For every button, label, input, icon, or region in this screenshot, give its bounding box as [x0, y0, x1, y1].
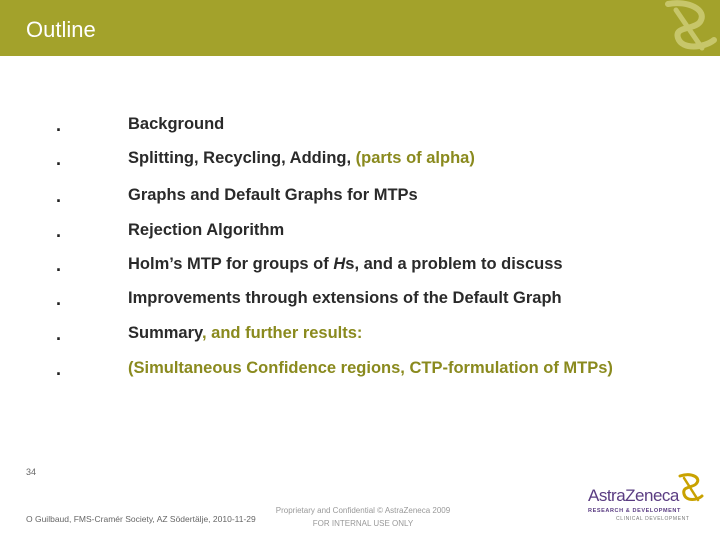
bullet-marker: . — [56, 324, 62, 344]
logo-subtitle-clinical: CLINICAL DEVELOPMENT — [616, 516, 690, 522]
outline-item-confidence — [56, 359, 696, 383]
confidentiality-footer — [274, 504, 452, 530]
bullet-marker: . — [56, 115, 62, 135]
page-number: 34 — [26, 467, 37, 477]
outline-item-text: Background — [128, 115, 225, 133]
astrazeneca-logo — [586, 472, 706, 528]
bullet-marker: . — [56, 186, 62, 206]
confidential-line: Proprietary and Confidential © AstraZeneca 2009 — [275, 506, 451, 515]
author-footer: O Guilbaud, FMS-Cramér Society, AZ Södertälje, 2010-11-29 — [26, 514, 256, 524]
logo-wordmark: AstraZeneca — [588, 486, 679, 505]
outline-item-graphs — [56, 186, 696, 210]
header-bar — [0, 0, 720, 56]
outline-item-text: Summary, and further results: — [128, 324, 363, 342]
astrazeneca-mark-icon — [648, 0, 720, 56]
outline-item-splitting — [56, 149, 696, 173]
bullet-marker: . — [56, 359, 62, 379]
outline-item-text: (Simultaneous Confidence regions, CTP-formulation of MTPs) — [128, 359, 613, 377]
outline-item-text: Holm’s MTP for groups of Hs, and a problem to discuss — [128, 255, 563, 273]
logo-swirl-icon — [674, 472, 704, 504]
page-title: Outline — [26, 17, 96, 42]
outline-item-text: Rejection Algorithm — [128, 221, 285, 239]
outline-item-text: Splitting, Recycling, Adding, (parts of alpha) — [128, 149, 475, 167]
outline-item-improvements — [56, 289, 696, 313]
outline-item-text: Graphs and Default Graphs for MTPs — [128, 186, 418, 204]
outline-item-text: Improvements through extensions of the Default Graph — [128, 289, 562, 307]
bullet-marker: . — [56, 221, 62, 241]
outline-item-background — [56, 115, 696, 139]
bullet-marker: . — [56, 289, 62, 309]
bullet-marker: . — [56, 149, 62, 169]
bullet-marker: . — [56, 255, 62, 275]
outline-item-rejection — [56, 221, 696, 245]
logo-subtitle-research: RESEARCH & DEVELOPMENT — [588, 508, 681, 514]
outline-item-holm — [56, 255, 696, 279]
outline-item-summary — [56, 324, 696, 348]
internal-use-line: FOR INTERNAL USE ONLY — [312, 519, 414, 528]
